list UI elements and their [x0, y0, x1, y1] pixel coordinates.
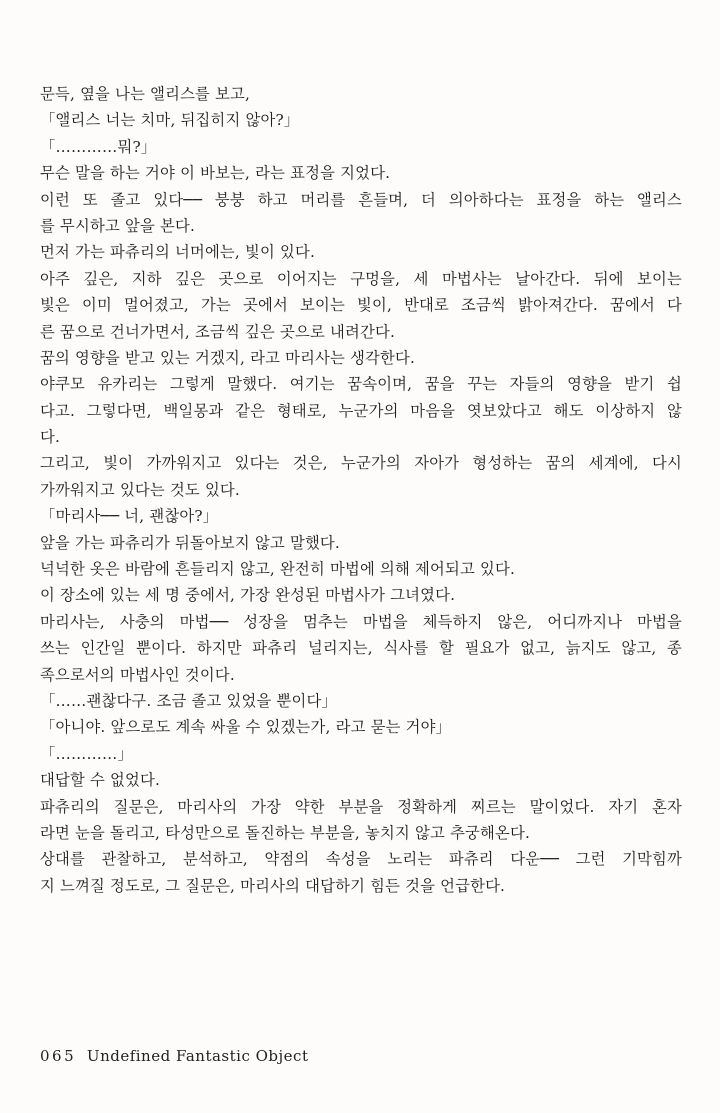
text-line: 다. [40, 428, 61, 447]
text-line: 「앨리스 너는 치마, 뒤집히지 않아?」 [40, 111, 300, 130]
body-text [40, 81, 682, 899]
text-line: 꿈의 영향을 받고 있는 거겠지, 라고 마리사는 생각한다. [40, 348, 416, 367]
text-line: 이런 또 졸고 있다── 붕붕 하고 머리를 흔들며, 더 의아하다는 표정을 하는 앨리스 [40, 190, 682, 209]
text-line: 빛은 이미 멀어졌고, 가는 곳에서 보이는 빛이, 반대로 조금씩 밝아져간다. 꿈에서 다 [40, 296, 682, 315]
text-line: 이 장소에 있는 세 명 중에서, 가장 완성된 마법사가 그녀였다. [40, 586, 456, 605]
text-line: 가까워지고 있다는 것도 있다. [40, 480, 240, 499]
text-line: 른 꿈으로 건너가면서, 조금씩 깊은 곳으로 내려간다. [40, 322, 396, 341]
text-line: 를 무시하고 앞을 본다. [40, 216, 196, 235]
text-line: 대답할 수 없었다. [40, 771, 161, 790]
text-line: 앞을 가는 파츄리가 뒤돌아보지 않고 말했다. [40, 533, 340, 552]
text-line: 라면 눈을 돌리고, 타성만으로 돌진하는 부분을, 놓치지 않고 추궁해온다. [40, 823, 531, 842]
text-line: 넉넉한 옷은 바람에 흔들리지 않고, 완전히 마법에 의해 제어되고 있다. [40, 560, 516, 579]
text-line: 마리사는, 사충의 마법── 성장을 멈추는 마법을 체득하지 않은, 어디까지나 마법을 [40, 612, 682, 631]
text-line: 먼저 가는 파츄리의 너머에는, 빛이 있다. [40, 243, 316, 262]
text-line: 족으로서의 마법사인 것이다. [40, 665, 235, 684]
text-line: 다고. 그렇다면, 백일몽과 같은 형태로, 누군가의 마음을 엿보았다고 해도 이상하지 않 [40, 401, 682, 420]
text-line: 쓰는 인간일 뿐이다. 하지만 파츄리 널리지는, 식사를 할 필요가 없고, 늙지도 않고, 종 [40, 639, 682, 658]
text-line: 지 느껴질 정도로, 그 질문은, 마리사의 대답하기 힘든 것을 언급한다. [40, 876, 506, 895]
text-line: 「……괜찮다구. 조금 졸고 있었을 뿐이다」 [40, 691, 337, 710]
book-title: Undefined Fantastic Object [86, 1047, 309, 1065]
text-line: 「마리사── 너, 괜찮아?」 [40, 507, 219, 526]
text-line: 무슨 말을 하는 거야 이 바보는, 라는 표정을 지었다. [40, 164, 391, 183]
page-number: 065 [40, 1047, 77, 1065]
text-line: 「…………뭐?」 [40, 137, 157, 156]
text-line: 상대를 관찰하고, 분석하고, 약점의 속성을 노리는 파츄리 다운── 그런 기막힘까 [40, 850, 682, 869]
text-line: 「아니야. 앞으로도 계속 싸울 수 있겠는가, 라고 묻는 거야」 [40, 718, 452, 737]
text-line: 문득, 옆을 나는 앨리스를 보고, [40, 85, 251, 103]
text-line: 야쿠모 유카리는 그렇게 말했다. 여기는 꿈속이며, 꿈을 꾸는 자들의 영향을 받기 쉽 [40, 375, 682, 394]
page-footer [40, 1047, 308, 1065]
text-line: 파츄리의 질문은, 마리사의 가장 약한 부분을 정확하게 찌르는 말이었다. 자기 혼자 [40, 797, 682, 816]
text-line: 아주 깊은, 지하 깊은 곳으로 이어지는 구멍을, 세 마법사는 날아간다. 뒤에 보이는 [40, 269, 682, 288]
text-line: 그리고, 빛이 가까워지고 있다는 것은, 누군가의 자아가 형성하는 꿈의 세계에, 다시 [40, 454, 682, 473]
text-line: 「…………」 [40, 744, 133, 763]
